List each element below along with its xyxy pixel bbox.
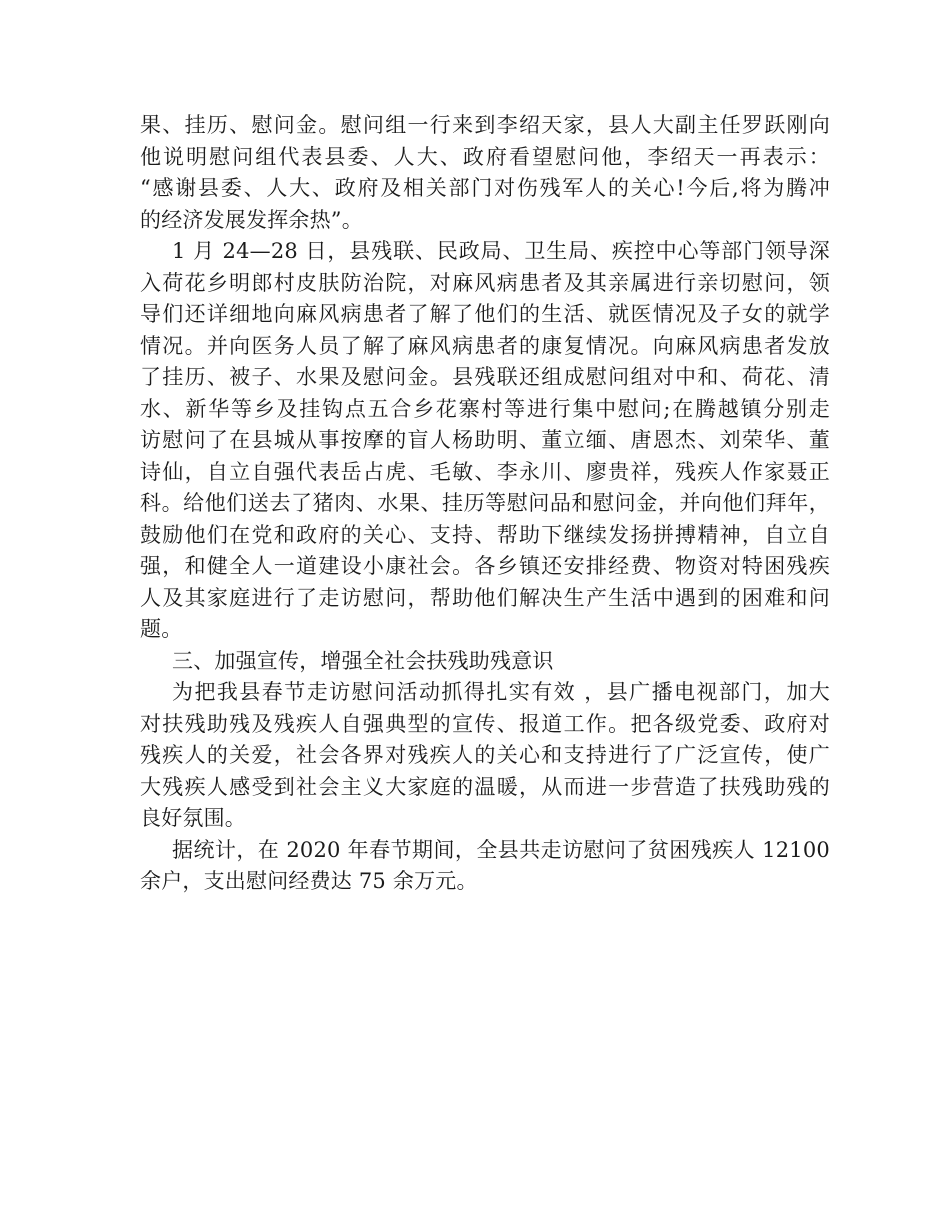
- text-line: 他说明慰问组代表县委、人大、政府看望慰问他，李绍天一再表示：: [140, 144, 830, 169]
- text-line: 情况。并向医务人员了解了麻风病患者的康复情况。向麻风病患者发放: [140, 333, 830, 358]
- text-line: 入荷花乡明郎村皮肤防治院，对麻风病患者及其亲属进行亲切慰问，领: [140, 270, 830, 295]
- text-line: 人及其家庭进行了走访慰问，帮助他们解决生产生活中遇到的困难和问: [140, 585, 830, 610]
- text-line: 题。: [140, 617, 183, 641]
- text-line: 科。给他们送去了猪肉、水果、挂历等慰问品和慰问金，并向他们拜年，: [140, 491, 830, 515]
- text-line: 诗仙，自立自强代表岳占虎、毛敏、李永川、廖贵祥，残疾人作家聂正: [140, 459, 830, 484]
- text-line: 水、新华等乡及挂钩点五合乡花寨村等进行集中慰问;在腾越镇分别走: [140, 396, 830, 421]
- text-line: 余户，支出慰问经费达 75 余万元。: [140, 869, 478, 893]
- text-line: 大残疾人感受到社会主义大家庭的温暖，从而进一步营造了扶残助残的: [140, 774, 830, 799]
- text-line: 残疾人的关爱，社会各界对残疾人的关心和支持进行了广泛宣传，使广: [140, 743, 830, 767]
- section-heading: 三、加强宣传，增强全社会扶残助残意识: [172, 648, 554, 673]
- text-line: 的经济发展发挥余热”。: [140, 207, 363, 232]
- text-line: 果、挂历、慰问金。慰问组一行来到李绍天家，县人大副主任罗跃刚向: [140, 113, 830, 137]
- text-line: 对扶残助残及残疾人自强典型的宣传、报道工作。把各级党委、政府对: [140, 711, 830, 736]
- document-body: [140, 110, 830, 898]
- text-line: 鼓励他们在党和政府的关心、支持、帮助下继续发扬拼搏精神，自立自: [140, 522, 830, 547]
- text-line: 据统计，在 2020 年春节期间，全县共走访慰问了贫困残疾人 12100: [172, 837, 830, 862]
- text-line: 1 月 24—28 日，县残联、民政局、卫生局、疾控中心等部门领导深: [172, 239, 830, 263]
- text-line: 强，和健全人一道建设小康社会。各乡镇还安排经费、物资对特困残疾: [140, 554, 830, 578]
- text-line: 了挂历、被子、水果及慰问金。县残联还组成慰问组对中和、荷花、清: [140, 365, 830, 389]
- text-line: 良好氛围。: [140, 806, 246, 830]
- text-line: “感谢县委、人大、政府及相关部门对伤残军人的关心!今后,将为腾冲: [140, 176, 830, 200]
- text-line: 导们还详细地向麻风病患者了解了他们的生活、就医情况及子女的就学: [140, 302, 830, 326]
- text-line: 访慰问了在县城从事按摩的盲人杨助明、董立缅、唐恩杰、刘荣华、董: [140, 428, 830, 452]
- text-line: 为把我县春节走访慰问活动抓得扎实有效 ，县广播电视部门，加大: [172, 680, 830, 704]
